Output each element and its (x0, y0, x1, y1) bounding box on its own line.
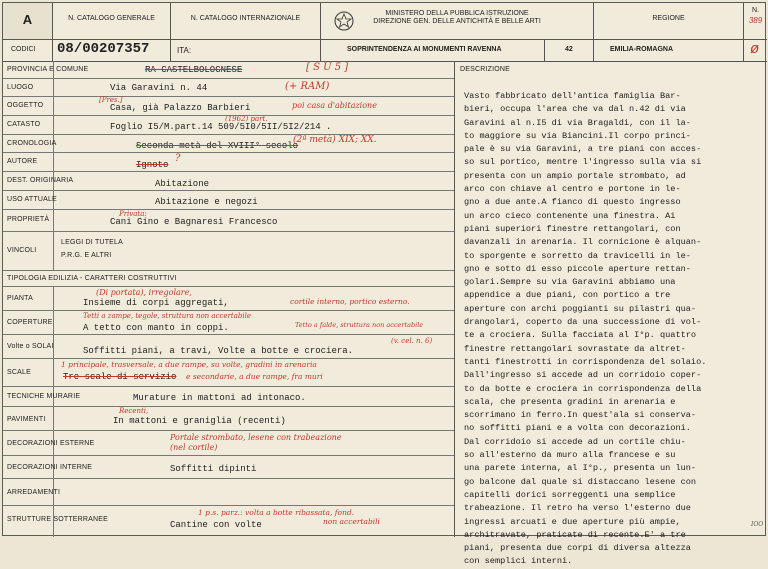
luogo-value: Via Garavini n. 44 (110, 83, 208, 93)
codice-value: 08/00207357 (57, 41, 150, 57)
dec-esterne-hand1: Portale strombato, lesene con trabeazione (170, 433, 342, 442)
ministero-line1: MINISTERO DELLA PUBBLICA ISTRUZIONE (385, 10, 529, 17)
descrizione-line: to sporgente e sorretto da travicelli in le- (464, 250, 691, 261)
descrizione-line: pale è su via Garavini, a tre piani con acces- (464, 144, 702, 155)
descrizione-line: Dall'ingresso si accede ad un corridoio coper- (464, 370, 702, 381)
descrizione-line: to maggiore su via Biancini.Il corpo princi- (464, 130, 691, 141)
catalogo-generale-cell (53, 3, 171, 39)
catalog-card (2, 2, 766, 567)
rule (3, 270, 454, 271)
rule (3, 78, 454, 79)
rule (3, 231, 454, 232)
descrizione-line: to da botte e crociera in corrispondenza della (464, 383, 702, 394)
rule (3, 171, 454, 172)
descrizione-line: bieri, occupa l'area che va dal n.42 di via (464, 104, 686, 115)
descrizione-line: no soffitti piani e a volta con decorazioni. (464, 423, 691, 434)
autore-hand: ? (175, 153, 181, 164)
uso-value: Abitazione e negozi (155, 197, 258, 207)
coperture-value: A tetto con manto in coppi. (83, 323, 229, 333)
pavimenti-value: In mattoni e graniglia (recenti) (113, 416, 286, 426)
descrizione-line: scala, che presenta gradini in arenaria e (464, 396, 676, 407)
luogo-label: LUOGO (7, 84, 34, 91)
regione-name: EMILIA-ROMAGNA (610, 46, 673, 53)
rule (3, 406, 454, 407)
provincia-label: PROVINCIA E COMUNE (7, 66, 89, 73)
n-label: N. (752, 7, 759, 14)
autore-label: AUTORE (7, 158, 38, 165)
descrizione-line: so all'esterno da muro alla francese e su (464, 450, 676, 461)
codici-cell (3, 39, 53, 61)
oggetto-hand-top: [Pres.] (99, 96, 123, 104)
regione-name-cell (594, 39, 744, 61)
oggetto-value: Casa, già Palazzo Barbieri (110, 103, 251, 113)
coperture-hand2: Tetto a falde, struttura non accertabile (295, 321, 424, 329)
descrizione-line: con semplici interni. (464, 556, 573, 567)
descrizione-line: capitelli dorici sorreggenti una semplice (464, 489, 676, 500)
codici-label: CODICI (11, 46, 36, 53)
scale-hand1: 1 principale, trasversale, a due rampe, su volte, gradini in arenaria (61, 360, 317, 369)
proprieta-label: PROPRIETÀ (7, 216, 50, 223)
form-letter-cell (3, 3, 53, 39)
descrizione-line: Garavini al n.I5 di via Bragaldi, con il la- (464, 117, 691, 128)
strutture-label: STRUTTURE SOTTERRANEE (7, 516, 109, 523)
descrizione-line: finestre rettangolari sovrastate da altret- (464, 343, 686, 354)
regione-cell (594, 3, 744, 39)
scale-hand2: e secondarie, a due rampe, fra muri (186, 372, 323, 381)
oggetto-hand: poi casa d'abitazione (292, 101, 377, 110)
rule (3, 505, 454, 506)
vincoli-label: VINCOLI (7, 247, 37, 254)
rule (3, 96, 454, 97)
strutture-value: Cantine con volte (170, 520, 262, 530)
cronologia-hand: (2ª metà) XIX; XX. (293, 135, 377, 145)
scale-value: Tre scale di servizio (63, 372, 177, 382)
rule (3, 478, 454, 479)
autore-value: Ignoto (136, 160, 169, 170)
descrizione-line: aperture con archi poggianti su pilastri qua- (464, 303, 697, 314)
strutture-hand1: 1 p.s. parz.: volta a botte ribassata, fond. (198, 508, 355, 517)
catasto-value: Foglio I5/M.part.14 509/5I0/5II/5I2/214 . (110, 122, 332, 132)
dest-originaria-label: DEST. ORIGINARIA (7, 177, 74, 184)
form-letter: A (22, 12, 33, 27)
rule (3, 358, 454, 359)
vincoli-leggi: LEGGI DI TUTELA (61, 239, 123, 246)
scale-label: SCALE (7, 369, 31, 376)
descrizione-line: una parete interna, al I°p., presenta un lun- (464, 463, 697, 474)
pianta-label: PIANTA (7, 295, 33, 302)
ministero-cell (321, 3, 594, 39)
rule (3, 430, 454, 431)
descrizione-label: DESCRIZIONE (460, 66, 511, 73)
rule (3, 134, 454, 135)
soprintendenza-cell (321, 39, 545, 61)
rule (3, 386, 454, 387)
dest-value: Abitazione (155, 179, 210, 189)
descrizione-line: tanti finestrotti in corrispondenza del solaio. (464, 356, 707, 367)
descrizione-line: golari.Sempre su via Garavini abbiamo una (464, 277, 676, 288)
uso-attuale-label: USO ATTUALE (7, 196, 57, 203)
proprieta-value: Cani Gino e Bagnaresi Francesco (110, 217, 278, 227)
oggetto-label: OGGETTO (7, 102, 44, 109)
regione-label: REGIONE (652, 15, 685, 22)
slash-mark-icon: ø (750, 40, 760, 57)
descrizione-line: te a crociera. Sulla facciata al I°p. quattro (464, 330, 697, 341)
descrizione-line: so sul portico, mentre l'ingresso sulla via si (464, 157, 702, 168)
column-divider (454, 61, 455, 537)
coperture-label: COPERTURE (7, 319, 53, 326)
volte-value: Soffitti piani, a travi, Volte a botte e crociera. (83, 346, 354, 356)
rule (3, 455, 454, 456)
rule (3, 209, 454, 210)
dec-interne-label: DECORAZIONI INTERNE (7, 464, 93, 471)
slash-cell (744, 39, 767, 61)
volte-hand: (v. cel. n. 6) (391, 337, 433, 345)
tecniche-value: Murature in mattoni ad intonaco. (133, 393, 306, 403)
provincia-hand: [ S U 5 ] (306, 62, 349, 73)
catasto-label: CATASTO (7, 121, 41, 128)
descrizione-line: davanzali in arenaria. Il cornicione è alquan- (464, 237, 702, 248)
pianta-value: Insieme di corpi aggregati, (83, 298, 229, 308)
catasto-hand: (1962) part. (225, 115, 268, 123)
pavimenti-hand: Recenti, (119, 407, 149, 415)
n-value: 389 (748, 16, 763, 25)
descrizione-line: scorrimano in ferro.In quest'ala si conserva- (464, 410, 697, 421)
regione-code: 42 (565, 46, 573, 53)
tecniche-label: TECNICHE MURARIE (7, 393, 81, 400)
pianta-hand1: (Di portata), irregolare, (96, 288, 192, 297)
codes-row (3, 39, 767, 62)
descrizione-line: gno a due ante.A fianco di questo ingresso (464, 197, 681, 208)
dec-esterne-label: DECORAZIONI ESTERNE (7, 440, 95, 447)
codice-value-cell (53, 39, 171, 61)
rule (3, 152, 454, 153)
descrizione-line: trabeazione. Il retro ha verso l'esterno due (464, 503, 691, 514)
descrizione-line: piani superiori finestre rettangolari, con (464, 223, 681, 234)
volte-label: Volte o SOLAI (7, 343, 54, 350)
rule (3, 190, 454, 191)
catalogo-generale-label: N. CATALOGO GENERALE (68, 15, 155, 22)
regione-code-cell (545, 39, 594, 61)
cronologia-value: Seconda metà del XVIII° secolo (136, 141, 299, 151)
label-divider-bottom (53, 286, 54, 537)
catalogo-internazionale-label: N. CATALOGO INTERNAZIONALE (190, 15, 301, 22)
rule (3, 334, 454, 335)
cronologia-label: CRONOLOGIA (7, 140, 57, 147)
descrizione-line: appendice a due piani, con portico a tre (464, 290, 671, 301)
tipologia-label: TIPOLOGIA EDILIZIA - CARATTERI COSTRUTTIVI (7, 275, 177, 282)
pianta-hand2: cortile interno, portico esterno. (290, 297, 410, 306)
descrizione-line: arco con chiave al centro e portone in le- (464, 184, 681, 195)
emblem-icon (333, 10, 355, 32)
dec-interne-value: Soffitti dipinti (170, 464, 257, 474)
label-divider-top (53, 61, 54, 270)
descrizione-line: architravate, praticate di recente.E' a tre (464, 529, 686, 540)
descrizione-line: piani, presenta due corpi di diversa altezza (464, 543, 691, 554)
strutture-hand2: non accertabili (323, 517, 380, 526)
coperture-hand1: Tetti a zampe, tegole, struttura non accertabile (83, 312, 251, 320)
provincia-value: RA-CASTELBOLOGNESE (145, 65, 243, 75)
descrizione-line: ingressi arcuati e due aperture più ampie, (464, 516, 681, 527)
ita-cell (171, 39, 321, 61)
descrizione-line: gno e sotto di esso piccole aperture rettan- (464, 263, 691, 274)
dec-esterne-hand2: (nel cortile) (170, 443, 218, 452)
n-cell (744, 3, 767, 39)
ministero-line2: DIREZIONE GEN. DELLE ANTICHITÀ E BELLE ARTI (373, 18, 541, 25)
descrizione-line: drangolari, coperto da una successione di vol- (464, 317, 702, 328)
descrizione-line: Dal corridoio si accede ad un cortile chiu- (464, 436, 686, 447)
descrizione-line: presenta con un ampio portale strombato, ad (464, 170, 686, 181)
rule (3, 310, 454, 311)
header-row (3, 3, 767, 40)
descrizione-line: un arco cieco contenente una finestra. Ai (464, 210, 676, 221)
soprintendenza-name: SOPRINTENDENZA AI MONUMENTI RAVENNA (347, 46, 502, 53)
descrizione-line: go balcone dal quale si distaccano lesene con (464, 476, 697, 487)
catalogo-internazionale-cell (171, 3, 321, 39)
pavimenti-label: PAVIMENTI (7, 416, 46, 423)
page-footnote: IOO (751, 521, 764, 528)
ita-label: ITA: (177, 46, 192, 55)
proprieta-hand: Privata: (119, 210, 147, 218)
arredamenti-label: ARREDAMENTI (7, 489, 61, 496)
descrizione-text (464, 90, 760, 569)
descrizione-line: Vasto fabbricato dell'antica famiglia Bar- (464, 91, 681, 101)
luogo-hand: (+ RAM) (285, 81, 330, 92)
vincoli-prg: P.R.G. E ALTRI (61, 252, 112, 259)
rule (3, 286, 454, 287)
